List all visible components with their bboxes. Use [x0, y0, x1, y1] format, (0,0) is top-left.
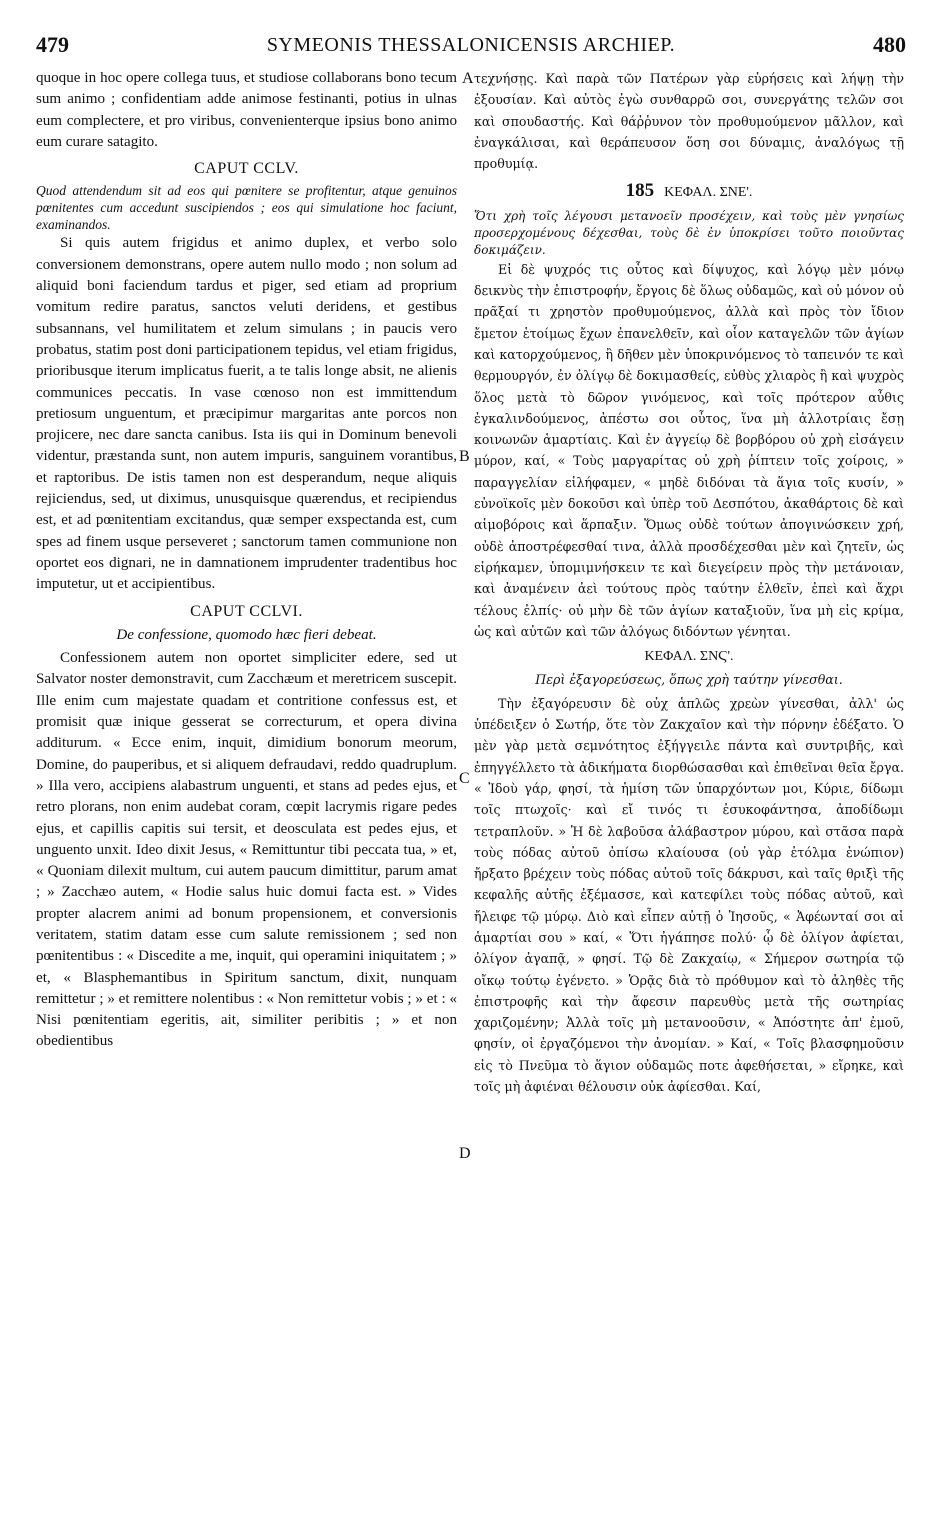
column-number: 185 [625, 180, 655, 202]
latin-chapter-255-heading: CAPUT CCLV. [194, 160, 299, 178]
greek-chapter-255-title: Ὅτι χρὴ τοῖς λέγουσι μετανοεῖν προσέχειν, καὶ τοὺς μὲν γνησίως προσερχομένους δέχεσθαι, τοὺς δὲ ἐν ὑποκρίσει τοῦτο ποιοῦντας δοκιμάζειν. [474, 208, 904, 257]
running-title: SYMEONIS THESSALONICENSIS ARCHIEP. [266, 34, 676, 56]
greek-chapter-255-heading: ΚΕΦΑΛ. ΣΝΕ'. [664, 185, 753, 201]
greek-chapter-255-heading-row [474, 180, 904, 203]
latin-intro-paragraph: quoque in hoc opere collega tuus, et studiose collaborans bono tecum sum animo ; confidentiam adde animose festinanti, potius in ulnas eum complectere, et pro viribus, convenienterque ipsius bono animo eum curare satagito. [36, 70, 457, 150]
margin-marker-a: A [462, 70, 474, 87]
latin-chapter-256-title: De confessione, quomodo hæc fieri debeat. [116, 626, 377, 643]
latin-chapter-256-text: Confessionem autem non oportet simpliciter edere, sed ut Salvator noster demonstravit, cum Zacchæum et meretricem suscepit. Ille enim cum majestate quadam et contritione confessus est, et promisit quæ inique gesserat se correcturum, et opera divina additurum. « Ecce enim, inquit, dimidium bonorum meorum, Domine, do pauperibus, et si aliquem defraudavi, reddo quadruplum. » Illa vero, accipiens alabastrum unguenti, et stans ad pedes ejus, et retro plorans, non enim audebat coram, cœpit lacrymis rigare pedes ejus, et capillis capitis sui tersit, et deosculata est pedes ejus, et unguento unxit. Ideo dixit Jesus, « Remittuntur tibi peccata tua, » et, « Quoniam dilexit multum, cui autem paucum dimittitur, parum amat ; » Zacchæo autem, « Hodie salus huic domui facta est. » Vides propter alacrem animi ad bonum propensionem, et conversionis veritatem, statim datam esse cum salute remissionem ; sed non pœnitentibus : « Discedite a me, inquit, qui operamini iniquitatem ; » et, « Blasphemantibus in Spiritum sanctum, dixit, nunquam remittetur ; » et remittere nolentibus : « Non remittetur vobis ; » et : « Nisi pœnitentiam egeritis, ait, similiter peribitis ; » et non obedientibus [36, 650, 457, 1050]
page-number-right: 480 [873, 32, 906, 57]
latin-column [36, 68, 457, 1053]
margin-marker-d: D [459, 1145, 471, 1162]
latin-chapter-255-title: Quod attendendum sit ad eos qui pœnitere se profitentur, atque genuinos pœnitentes cum accedunt suscipiendos ; eos qui simulatione hoc faciunt, examinandos. [36, 183, 457, 233]
latin-chapter-256-heading: CAPUT CCLVI. [190, 602, 303, 620]
latin-chapter-255-text: Si quis autem frigidus et animo duplex, et verbo solo conversionem demonstrans, opere autem nullo modo ; non solum ad aliquid boni faciendum tardus et piger, sed etiam ad proprium vomitum redire paratus, sanctos veluti deridens, et gestibus subsannans, vel humilitatem et zelum simulans ; in paucis vero probatus, statim post doni participationem tepidus, vel etiam frigidus, prioribusque iterum implicatus fuerit, a te talis longe absit, ne alienis communices peccatis. In vase cœnoso non est immittendum pretiosum unguentum, et præcipimur margaritas ante porcos non projicere, nec dare sancta canibus. Ista iis qui in Dominum benevoli videntur, præstanda sunt, non autem impuris, sanguinem vorantibus, et raptoribus. De istis tamen non est desperandum, neque aliquis rejiciendus, sed, ut diximus, unusquisque quærendus, et recipiendus est, et ad pœnitentiam excitandus, quæ semper exspectanda est, cum spes ad finem usque perseveret ; sanctorum tamen communione non oportet eos dignari, ne in damnationem imprudenter tradentibus hoc imputetur, ut et accipientibus. [36, 235, 457, 593]
margin-marker-b: B [459, 448, 470, 465]
greek-chapter-256-text: Τὴν ἐξαγόρευσιν δὲ οὐχ ἁπλῶς χρεὼν γίνεσθαι, ἀλλ' ὡς ὑπέδειξεν ὁ Σωτήρ, ὅτε τὸν Ζακχαῖον καὶ τὴν πόρνην ἐδέξατο. Ὁ μὲν γὰρ μετὰ σεμνότητος ἐξήγγειλε πάντα καὶ συντριβῆς, καὶ ἐπηγγέλλετο τὰ ἀδικήματα διορθώσασθαι καὶ ἐπιθεῖναι θεῖα ἔργα. « Ἰδοὺ γάρ, φησί, τὰ ἡμίση τῶν ὑπαρχόντων μοι, Κύριε, δίδωμι τοῖς πτωχοῖς· καὶ εἴ τινός τι ἐσυκοφάντησα, ἀποδίδωμι τετραπλοῦν. » Ἡ δὲ λαβοῦσα ἀλάβαστρον μύρου, καὶ στᾶσα παρὰ τοὺς πόδας αὐτοῦ ὀπίσω κλαίουσα (οὐ γὰρ ἐτόλμα ἐνώπιον) ἤρξατο βρέχειν τοὺς πόδας αὐτοῦ τοῖς δάκρυσι, καὶ ταῖς θριξὶ τῆς κεφαλῆς αὐτῆς ἐξέμασσε, καὶ κατεφίλει τοὺς πόδας αὐτοῦ, καὶ ἤλειφε τῷ μύρῳ. Διὸ καὶ εἶπεν αὐτῇ ὁ Ἰησοῦς, « Ἀφέωνταί σοι αἱ ἁμαρτίαι σου » καί, « Ὅτι ἠγάπησε πολύ· ᾧ δὲ ὀλίγον ἀφίεται, ὀλίγον ἀγαπᾷ, » φησί. Τῷ δὲ Ζακχαίῳ, « Σήμερον σωτηρία τῷ οἴκῳ τούτῳ ἐγένετο. » Ὁρᾷς διὰ τὸ πρόθυμον καὶ τὸ ἀληθὲς τῆς ἐπιστροφῆς καὶ τὴν ἄφεσιν παρευθὺς μετὰ τῆς σωτηρίας χαριζομένην; Ἀλλὰ τοῖς μὴ μετανοοῦσιν, « Ἀπόστητε ἀπ' ἐμοῦ, φησίν, οἱ ἐργαζόμενοι τὴν ἀνομίαν. » Καί, « Τοῖς βλασφημοῦσιν εἰς τὸ Πνεῦμα τὸ ἅγιον οὐδαμῶς ποτε ἀφεθήσεται, » εἴρηκε, καὶ τοῖς μὴ ἀφιέναι θέλουσιν οὐκ ἀφίεσθαι. Καί, [474, 695, 904, 1095]
greek-column [474, 68, 904, 1097]
page-header [36, 32, 906, 62]
greek-chapter-255-text: Εἰ δὲ ψυχρός τις οὗτος καὶ δίψυχος, καὶ λόγῳ μὲν μόνῳ δεικνὺς τὴν ἐπιστροφήν, ἔργοις δὲ ὅλως οὐδαμῶς, καὶ οὐ μόνον οὐ πρᾶξαί τι χρηστὸν προθυμούμενος, ἀλλὰ καὶ πρὸς τὸν ἴδιον ἔμετον ἑτοίμως ἔχων ἐπανελθεῖν, καὶ οἷον καταγελῶν τῶν ἁγίων καὶ κατορχούμενος, ἢ δῆθεν μὲν ὑποκρινόμενος τὸ ταπεινόν τε καὶ θερμουργόν, ἐν ὀλίγῳ δὲ δοκιμασθείς, εὐθὺς χλιαρὸς ἢ καὶ ψυχρὸς ὅλος μετὰ τὸ δῶρον γινόμενος, καὶ τοῖς πρότερον αὖθις ἐγκαλινδούμενος, ἀπέστω σοι οὗτος, ἵνα μὴ ἀλλοτρίαις ἔσῃ κοινωνῶν ἁμαρτίαις. Καὶ ἐν ἀγγείῳ δὲ βορβόρου οὐ χρὴ εἰσάγειν μύρον, καί, « Τοὺς μαργαρίτας οὐ χρὴ ῥίπτειν τοῖς χοίροις, » παραγγελίαν εἰλήφαμεν, « μηδὲ διδόναι τὰ ἅγια τοῖς κυσίν, » εὐνοϊκοῖς μὲν δοκοῦσι καὶ ὑπὲρ τοῦ Δεσπότου, ἀκαθάρτοις δὲ καὶ αἱμοβόροις καὶ ἅρπαξιν. Ὅμως οὐδὲ τούτων ἀπογινώσκειν χρή, οὐδὲ ἀποστρέφεσθαί τινα, ἀλλὰ προσδέχεσθαι μὲν καὶ ζητεῖν, ὡς εἰρήκαμεν, ὑπομιμνήσκειν τε καὶ διεγείρειν πρὸς τὴν μετάνοιαν, καὶ ἀναμένειν ἀεὶ τούτους πρὸς ταύτην ἐλθεῖν, ἐπεὶ καὶ ἄχρι τέλους ἐλπίς· οὐ μὴν δὲ τῶν ἁγίων καταξιοῦν, ἵνα μὴ εἰς κρίμα, ὡς καὶ αὐτῶν καὶ τῶν ἀλόγως διδόντων γένηται. [474, 261, 905, 639]
page-number-left: 479 [36, 32, 69, 57]
greek-chapter-256-heading: ΚΕΦΑΛ. ΣΝϚ'. [644, 649, 734, 665]
greek-intro-paragraph: τεχνήσῃς. Καὶ παρὰ τῶν Πατέρων γὰρ εὑρήσεις καὶ λήψῃ τὴν ἐξουσίαν. Καὶ αὐτὸς ἐγὼ συνθαρρῶ σοι, συνεργάτης τελῶν σοι καὶ σπουδαστής. Καὶ θάῤῥυνον τὸν προθυμούμενον μᾶλλον, καὶ ἐναγκάλισαι, καὶ θεράπευσον ὅση σοι δύναμις, ἀναλόγως τῇ προθυμίᾳ. [474, 71, 904, 172]
margin-marker-c: C [459, 770, 470, 787]
greek-chapter-256-title: Περὶ ἐξαγορεύσεως, ὅπως χρὴ ταύτην γίνεσθαι. [535, 672, 843, 688]
